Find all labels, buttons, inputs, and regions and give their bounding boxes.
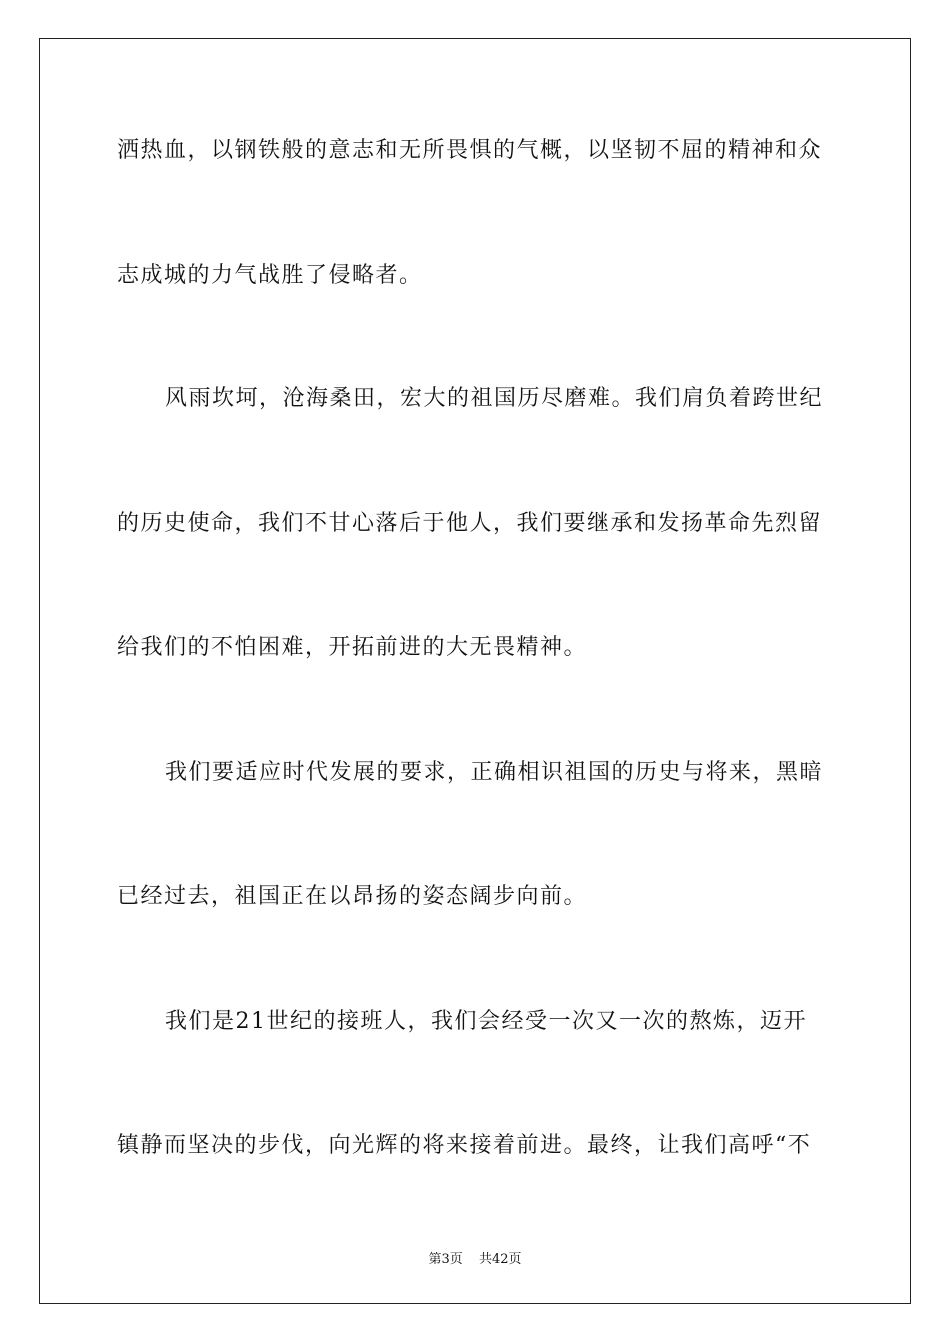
- text-line: 给我们的不怕困难，开拓前进的大无畏精神。: [117, 635, 588, 660]
- text-line: 镇静而坚决的步伐，向光辉的将来接着前进。最终，让我们高呼“不: [117, 1133, 812, 1158]
- text-line: 洒热血，以钢铁般的意志和无所畏惧的气概，以坚韧不屈的精神和众: [117, 138, 823, 163]
- text-line: 的历史使命，我们不甘心落后于他人，我们要继承和发扬革命先烈留: [117, 511, 823, 536]
- paragraph-start-line: 我们要适应时代发展的要求，正确相识祖国的历史与将来，黑暗: [165, 760, 824, 785]
- text-line: 已经过去，祖国正在以昂扬的姿态阔步向前。: [117, 884, 588, 909]
- page-number-total: 共42页: [478, 1252, 522, 1267]
- text-line: 志成城的力气战胜了侵略者。: [117, 263, 423, 288]
- page-footer: [0, 1248, 950, 1267]
- page-number-current: 第3页: [428, 1252, 463, 1267]
- paragraph-start-line: 我们是21世纪的接班人，我们会经受一次又一次的熬炼，迈开: [165, 1009, 807, 1034]
- page-border: [39, 38, 911, 1304]
- paragraph-start-line: 风雨坎坷，沧海桑田，宏大的祖国历尽磨难。我们肩负着跨世纪: [165, 386, 824, 411]
